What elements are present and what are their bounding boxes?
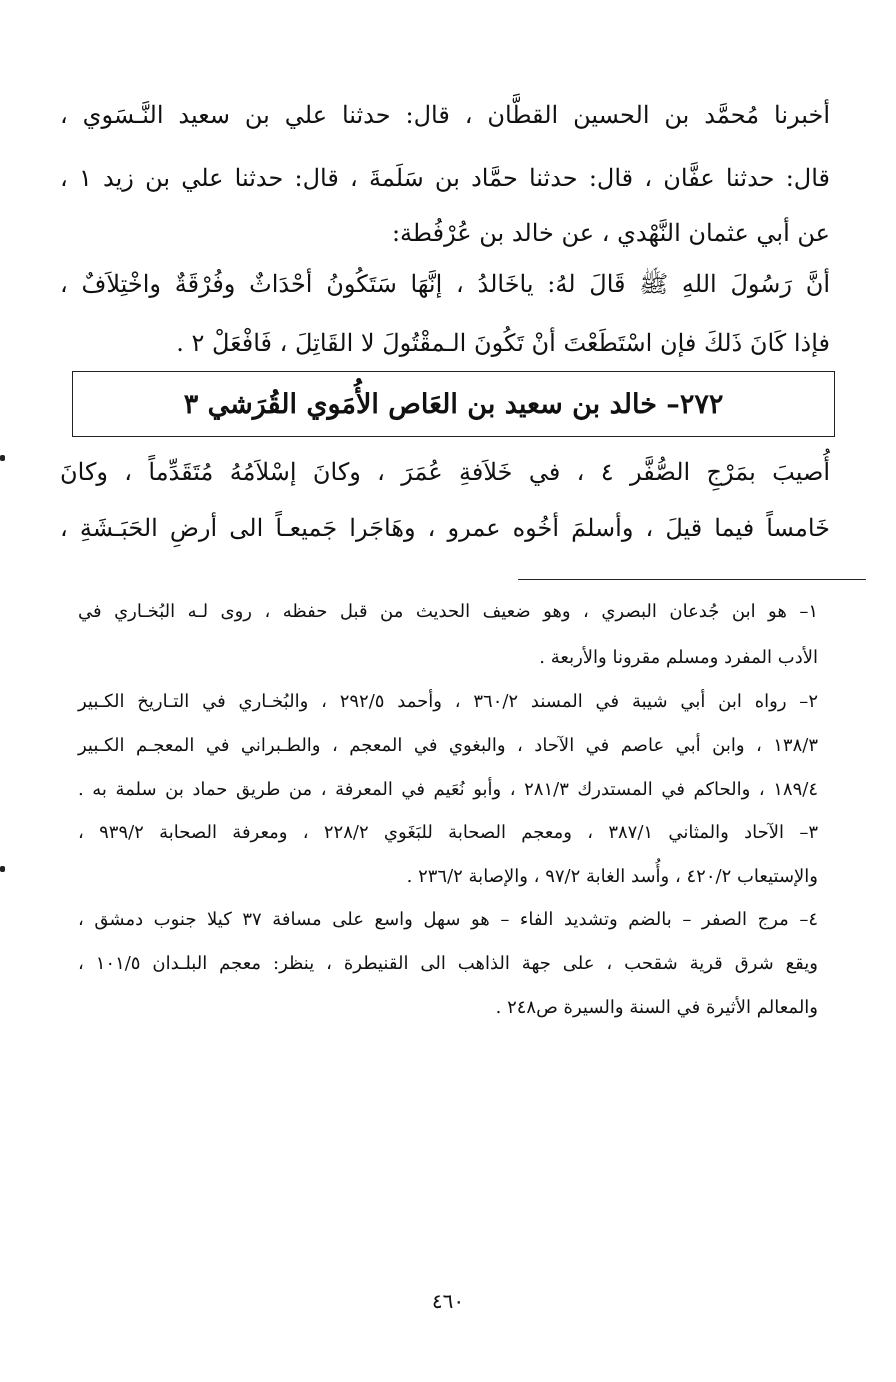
footnote-1-line-2: الأدب المفرد ومسلم مقرونا والأربعة . xyxy=(539,647,818,668)
body-line-1: أخبرنا مُحمَّد بن الحسين القطَّان ، قال: حدثنا علي بن سعيد النَّـسَوي ، xyxy=(60,101,830,129)
footnote-2-line-1: ٢– رواه ابن أبي شيبة في المسند ٣٦٠/٢ ، وأحمد ٢٩٢/٥ ، والبُخـاري في التـاريخ الكـبير xyxy=(78,691,818,712)
footnote-4-line-1: ٤– مرج الصفر – بالضم وتشديد الفاء – هو سهل واسع على مسافة ٣٧ كيلا جنوب دمشق ، xyxy=(78,909,819,930)
section-heading-box xyxy=(72,371,835,437)
scan-mark xyxy=(0,866,5,872)
body-line-2: قال: حدثنا عفَّان ، قال: حدثنا حمَّاد بن سَلَمةَ ، قال: حدثنا علي بن زيد ١ ، xyxy=(60,164,831,192)
footnote-separator xyxy=(518,579,866,580)
footnote-3-line-2: والإستيعاب ٤٢٠/٢ ، وأُسد الغابة ٩٧/٢ ، والإصابة ٢٣٦/٢ . xyxy=(406,866,818,887)
section-line-2: خَامساً فيما قيلَ ، وأسلمَ أخُوه عمرو ، وهَاجَرا جَميعـاً الى أرضِ الحَبَـشَةِ ، xyxy=(60,514,830,542)
footnote-3-line-1: ٣– الآحاد والمثاني ٣٨٧/١ ، ومعجم الصحابة للبَغَوي ٢٢٨/٢ ، ومعرفة الصحابة ٩٣٩/٢ ، xyxy=(78,822,819,843)
page-number: ٤٦٠ xyxy=(431,1289,465,1313)
footnote-4-line-3: والمعالم الأثيرة في السنة والسيرة ص٢٤٨ . xyxy=(495,997,818,1018)
body-line-3: عن أبي عثمان النَّهْدي ، عن خالد بن عُرْفُطة: xyxy=(391,219,830,247)
footnote-2-line-2: ١٣٨/٣ ، وابن أبي عاصم في الآحاد ، والبغوي في المعجم ، والطـبراني في المعجـم الكـبير xyxy=(78,735,818,756)
scan-mark xyxy=(0,455,5,461)
section-line-1: أُصيبَ بمَرْجِ الصُّفَّر ٤ ، في خَلاَفةِ عُمَرَ ، وكانَ إسْلاَمُهُ مُتَقَدِّماً ، وكانَ xyxy=(60,458,830,486)
hadith-line-1: أنَّ رَسُولَ اللهِ ﷺ قَالَ لهُ: ياخَالدُ ، إنَّهَا سَتَكُونُ أحْدَاثٌ وفُرْقَةٌ واخْتِلاَفٌ ، xyxy=(60,270,830,298)
hadith-line-2: فإذا كَانَ ذَلكَ فإن اسْتَطَعْتَ أنْ تَكُونَ الـمقْتُولَ لا القَاتِلَ ، فَافْعَلْ ٢ . xyxy=(176,329,830,357)
footnote-4-line-2: ويقع شرق قرية شقحب ، على جهة الذاهب الى القنيطرة ، ينظر: معجم البلـدان ١٠١/٥ ، xyxy=(78,953,818,974)
footnote-2-line-3: ١٨٩/٤ ، والحاكم في المستدرك ٢٨١/٣ ، وأبو نُعَيم في المعرفة ، من طريق حماد بن سلمة به . xyxy=(78,779,818,800)
section-heading: ٢٧٢– خالد بن سعيد بن العَاص الأُمَوي القُرَشي ٣ xyxy=(183,388,724,420)
footnote-1-line-1: ١– هو ابن جُدعان البصري ، وهو ضعيف الحديث من قبل حفظه ، روى لـه البُخـاري في xyxy=(78,601,818,622)
